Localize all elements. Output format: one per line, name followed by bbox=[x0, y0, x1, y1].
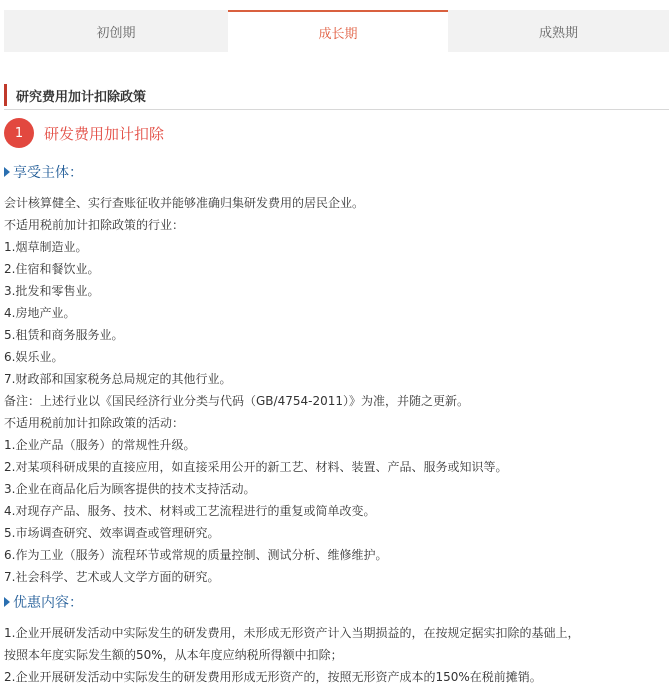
triangle-right-icon bbox=[4, 167, 10, 177]
eligibility-line: 6.娱乐业。 bbox=[4, 350, 64, 364]
benefit-line: 2.企业开展研发活动中实际发生的研发费用形成无形资产的，按照无形资产成本的150%在税前摊销。 bbox=[4, 670, 542, 684]
eligibility-line: 1.企业产品（服务）的常规性升级。 bbox=[4, 438, 196, 452]
eligibility-line: 3.企业在商品化后为顾客提供的技术支持活动。 bbox=[4, 482, 256, 496]
eligibility-line: 不适用税前加计扣除政策的活动： bbox=[4, 416, 185, 430]
tab-mature[interactable]: 成熟期 bbox=[538, 25, 578, 41]
eligibility-line: 备注：上述行业以《国民经济行业分类与代码（GB/4754-2011）》为准，并随之更新。 bbox=[4, 394, 469, 408]
benefits-heading bbox=[4, 592, 83, 612]
tab-growth[interactable]: 成长期 bbox=[228, 10, 448, 52]
tab-startup[interactable]: 初创期 bbox=[96, 25, 136, 41]
section-header bbox=[4, 80, 669, 110]
eligibility-line: 4.对现存产品、服务、技术、材料或工艺流程进行的重复或简单改变。 bbox=[4, 504, 376, 518]
section-accent-bar bbox=[4, 84, 7, 106]
policy-number-badge: 1 bbox=[4, 118, 34, 148]
eligibility-line: 不适用税前加计扣除政策的行业： bbox=[4, 218, 185, 232]
eligibility-line: 7.社会科学、艺术或人文学方面的研究。 bbox=[4, 570, 220, 584]
policy-name: 研发费用加计扣除 bbox=[44, 124, 165, 143]
benefits-lines bbox=[4, 622, 669, 688]
eligibility-line: 1.烟草制造业。 bbox=[4, 240, 88, 254]
triangle-right-icon bbox=[4, 597, 10, 607]
eligibility-line: 2.住宿和餐饮业。 bbox=[4, 262, 100, 276]
eligibility-line: 2.对某项科研成果的直接应用，如直接采用公开的新工艺、材料、装置、产品、服务或知识等。 bbox=[4, 460, 508, 474]
benefit-line: 按照本年度实际发生额的50%，从本年度应纳税所得额中扣除； bbox=[4, 648, 343, 662]
eligibility-lines bbox=[4, 192, 669, 588]
eligibility-line: 6.作为工业（服务）流程环节或常规的质量控制、测试分析、维修维护。 bbox=[4, 548, 388, 562]
eligibility-line: 5.租赁和商务服务业。 bbox=[4, 328, 124, 342]
section-title: 研究费用加计扣除政策 bbox=[16, 90, 147, 105]
policy-heading bbox=[4, 118, 164, 148]
stage-tabs bbox=[4, 10, 669, 52]
eligibility-line: 7.财政部和国家税务总局规定的其他行业。 bbox=[4, 372, 232, 386]
eligibility-line: 会计核算健全、实行查账征收并能够准确归集研发费用的居民企业。 bbox=[4, 196, 365, 210]
eligibility-heading-label: 享受主体： bbox=[13, 165, 83, 181]
benefits-heading-label: 优惠内容： bbox=[13, 595, 83, 611]
eligibility-line: 4.房地产业。 bbox=[4, 306, 76, 320]
eligibility-line: 3.批发和零售业。 bbox=[4, 284, 100, 298]
benefit-line: 1.企业开展研发活动中实际发生的研发费用，未形成无形资产计入当期损益的，在按规定据实扣除的基础上， bbox=[4, 626, 580, 640]
eligibility-line: 5.市场调查研究、效率调查或管理研究。 bbox=[4, 526, 220, 540]
eligibility-heading bbox=[4, 162, 83, 182]
